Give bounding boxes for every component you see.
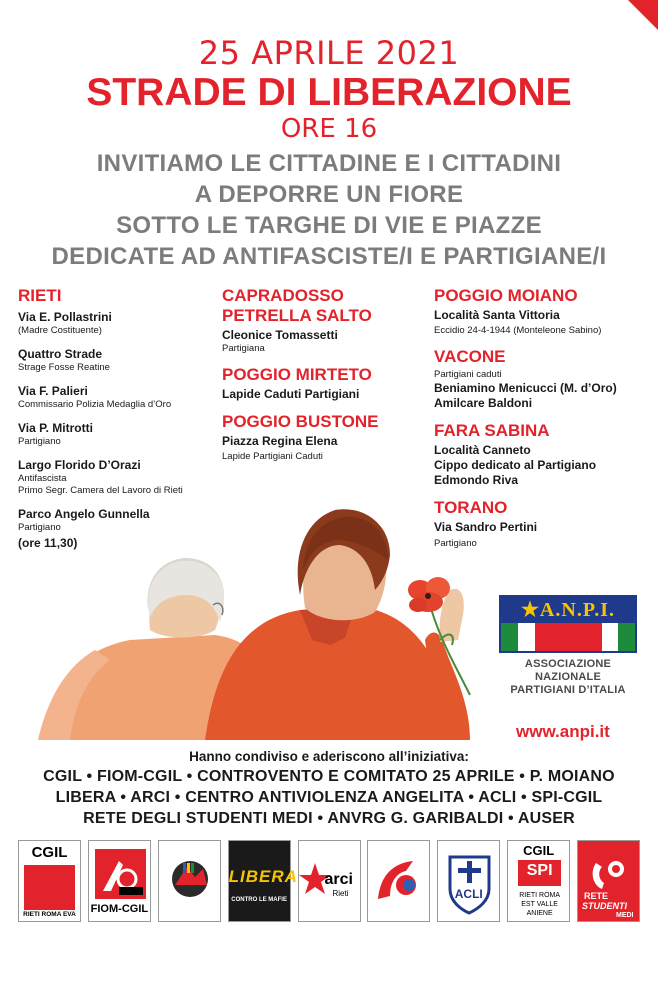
- spi-logo-text: SPI: [526, 862, 553, 879]
- event-title: STRADE DI LIBERAZIONE: [86, 71, 572, 114]
- cgil-logo: [18, 840, 81, 922]
- place-name: FARA SABINA: [434, 421, 550, 440]
- partners-section: [0, 748, 658, 829]
- spi-cgil-logo-caption: RIETI ROMA EST VALLE ANIENE: [519, 892, 561, 917]
- entry-title: Largo Florido D’Orazi: [18, 458, 141, 472]
- event-date: 25 APRILE 2021: [198, 34, 460, 72]
- place-name: POGGIO MOIANO: [434, 286, 578, 305]
- entry-title: Via F. Palieri: [18, 384, 88, 398]
- anpi-emblem: [499, 595, 637, 653]
- invite-line: A DEPORRE UN FIORE: [194, 181, 464, 208]
- entry-title: Via Sandro Pertini: [434, 520, 538, 534]
- partners-intro: Hanno condiviso e aderiscono all’iniziativa:: [189, 749, 469, 764]
- place-name: POGGIO MIRTETO: [222, 365, 372, 384]
- entry-title: Via P. Mitrotti: [18, 421, 93, 435]
- entry-subtitle: Partigiani caduti: [434, 369, 502, 380]
- fiom-logo: [88, 840, 151, 922]
- partners-line: RETE DEGLI STUDENTI MEDI • ANVRG G. GARIBALDI • AUSER: [83, 810, 575, 827]
- entry-title: Beniamino Menicucci (M. d’Oro): [434, 381, 617, 395]
- place-name: POGGIO BUSTONE: [222, 412, 379, 431]
- place-name: TORANO: [434, 498, 508, 517]
- anpi-caption: [499, 658, 637, 697]
- entry-subtitle: Antifascista: [18, 473, 67, 484]
- partners-line: CGIL • FIOM-CGIL • CONTROVENTO E COMITATO 25 APRILE • P. MOIANO: [43, 768, 615, 785]
- arci-logo: [298, 840, 361, 922]
- angelita-emblem: [368, 841, 431, 923]
- anpi-logo-text: ★A.N.P.I.: [501, 597, 635, 623]
- fiom-logo-text: FIOM-CGIL: [90, 903, 149, 915]
- invite-line: INVITIAMO LE CITTADINE E I CITTADINI: [96, 150, 562, 177]
- arci-logo-caption: Rieti: [332, 889, 349, 898]
- acli-emblem: [438, 841, 501, 923]
- spi-cgil-logo: [507, 840, 570, 922]
- entry-title: Lapide Caduti Partigiani: [222, 387, 360, 401]
- young-man-figure: [205, 509, 470, 740]
- entry-subtitle: Commissario Polizia Medaglia d’Oro: [18, 399, 172, 410]
- header: [0, 34, 658, 272]
- cgil-logo-text: CGIL: [31, 844, 68, 861]
- arci-logo-text: arci: [324, 871, 353, 888]
- anpi-caption-line: PARTIGIANI D’ITALIA: [510, 684, 626, 696]
- invite-line: SOTTO LE TARGHE DI VIE E PIAZZE: [116, 212, 542, 239]
- rete-studenti-logo: [577, 840, 640, 922]
- entry-title: Piazza Regina Elena: [222, 434, 338, 448]
- place-name: RIETI: [18, 286, 62, 305]
- entry-title: Via E. Pollastrini: [18, 310, 112, 324]
- entry-subtitle: Partigiano: [18, 436, 61, 447]
- place-name: VACONE: [434, 347, 506, 366]
- acli-logo: [437, 840, 500, 922]
- partners-line: LIBERA • ARCI • CENTRO ANTIVIOLENZA ANGELITA • ACLI • SPI-CGIL: [55, 789, 603, 806]
- controvento-logo: [158, 840, 221, 922]
- angelita-logo: [367, 840, 430, 922]
- anpi-caption-line: ASSOCIAZIONE NAZIONALE: [524, 658, 612, 683]
- entry-subtitle: Partigiana: [222, 343, 265, 354]
- controvento-emblem: [159, 841, 222, 923]
- rete-logo-text: RETE: [584, 891, 609, 901]
- entry-title: Cippo dedicato al Partigiano: [434, 458, 597, 472]
- entry-subtitle: Primo Segr. Camera del Lavoro di Rieti: [18, 485, 183, 496]
- place-name: CAPRADOSSO: [222, 286, 344, 305]
- column-2: [222, 286, 432, 463]
- libera-logo-caption: CONTRO LE MAFIE: [231, 897, 287, 903]
- entry-time: (ore 11,30): [18, 536, 78, 550]
- libera-logo-text: LIBERA: [228, 867, 298, 886]
- spi-cgil-logo-text: CGIL: [523, 843, 555, 858]
- entry-subtitle: Lapide Partigiani Caduti: [222, 451, 323, 462]
- acli-logo-text: ACLI: [454, 887, 483, 901]
- entry-subtitle: Strage Fosse Reatine: [18, 362, 110, 373]
- website-link[interactable]: www.anpi.it: [516, 722, 610, 741]
- rete-logo-text: STUDENTI: [582, 901, 627, 911]
- entry-title: Località Canneto: [434, 443, 531, 457]
- event-time: ORE 16: [280, 114, 378, 144]
- anpi-logo: [499, 595, 637, 697]
- cgil-logo-caption: RIETI ROMA EVA: [23, 911, 76, 918]
- entry-title: Località Santa Vittoria: [434, 308, 560, 322]
- place-name: PETRELLA SALTO: [222, 306, 372, 325]
- entry-subtitle: Partigiano: [434, 538, 477, 549]
- invitation-text: [0, 148, 658, 272]
- entry-subtitle: Eccidio 24-4-1944 (Monteleone Sabino): [434, 325, 602, 336]
- invite-line: DEDICATE AD ANTIFASCISTE/I E PARTIGIANE/I: [51, 243, 607, 270]
- entry-title: Edmondo Riva: [434, 473, 519, 487]
- italian-flag-stripes: [501, 623, 635, 651]
- rete-logo-caption: MEDI: [616, 912, 634, 919]
- partner-logos: [18, 840, 640, 922]
- entry-subtitle: (Madre Costituente): [18, 325, 102, 336]
- entry-subtitle: Partigiano: [18, 522, 61, 533]
- entry-title: Cleonice Tomassetti: [222, 328, 338, 342]
- entry-title: Amilcare Baldoni: [434, 396, 533, 410]
- libera-logo: [228, 840, 298, 922]
- entry-title: Parco Angelo Gunnella: [18, 507, 150, 521]
- entry-title: Quattro Strade: [18, 347, 103, 361]
